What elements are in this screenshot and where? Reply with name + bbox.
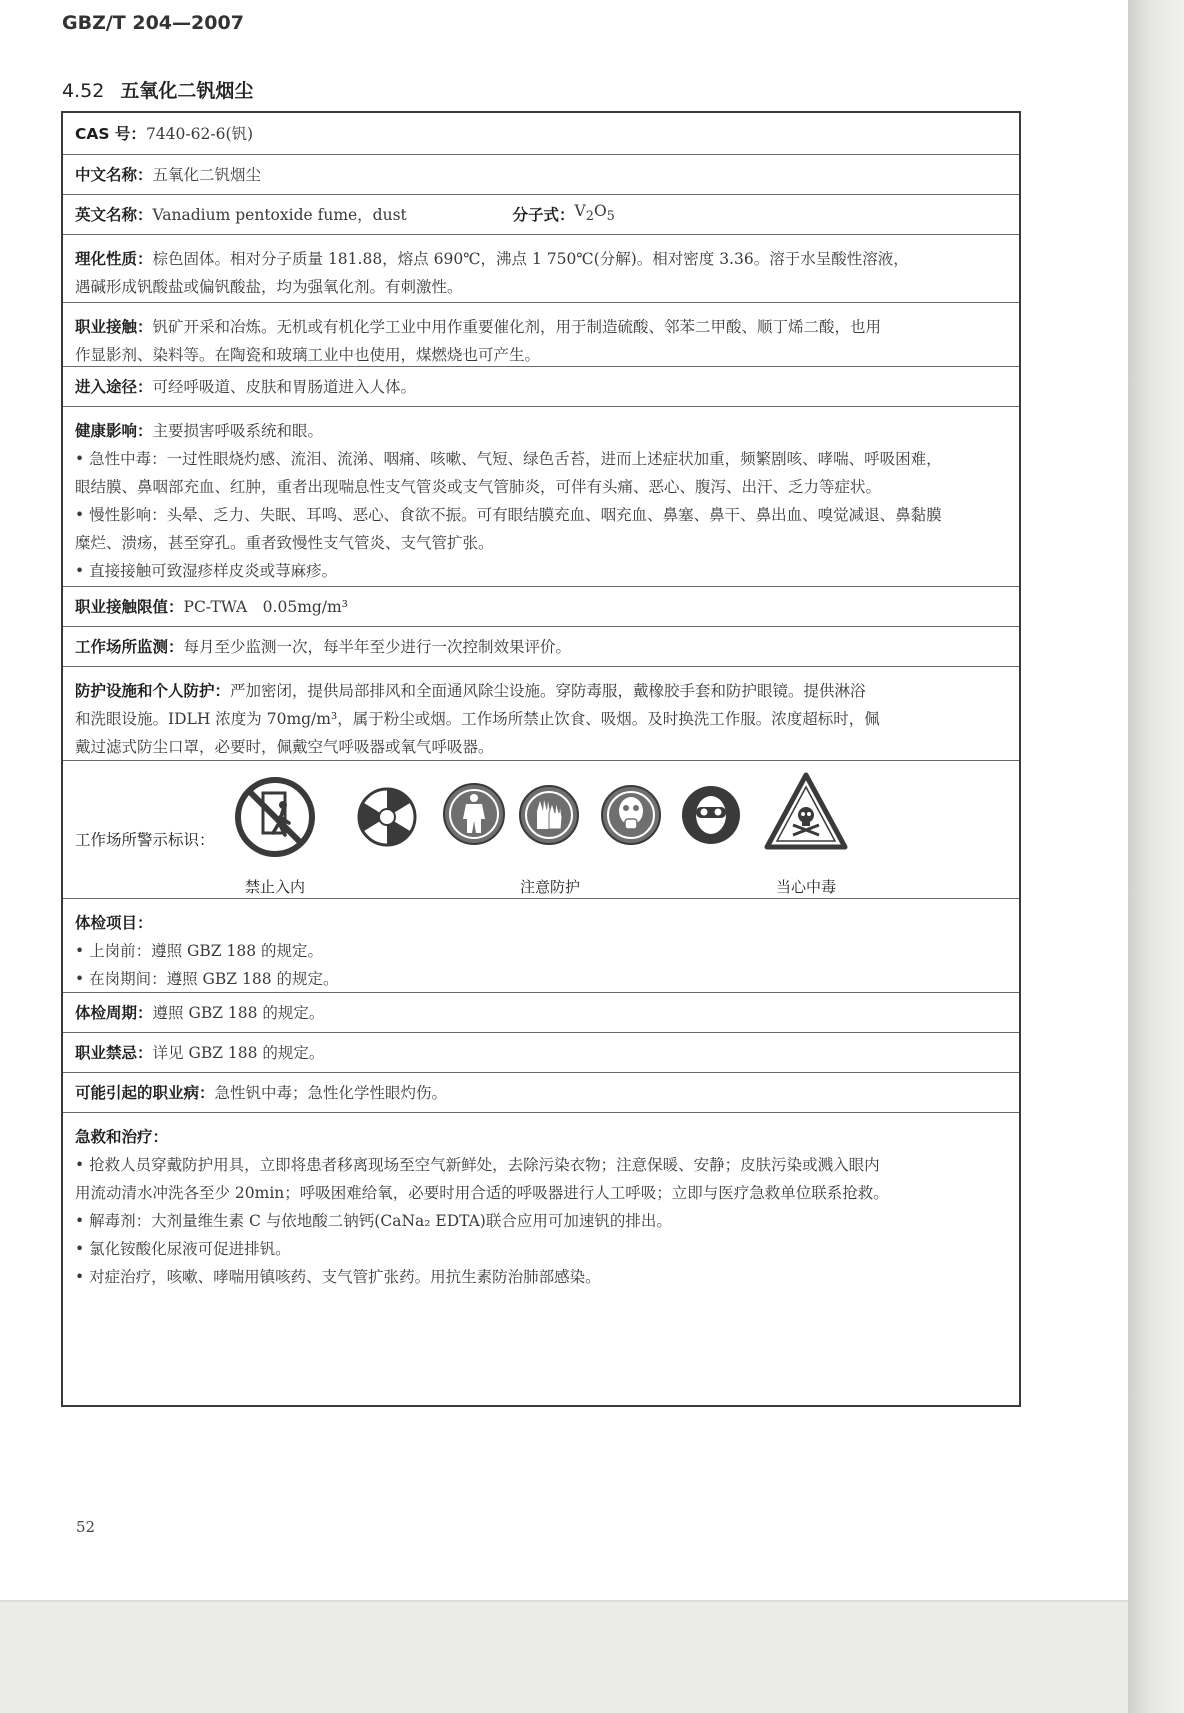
health-intro: 主要损害呼吸系统和眼。 (152, 422, 324, 440)
formula-label: 分子式： (512, 205, 575, 224)
contraindication-value: 详见 GBZ 188 的规定。 (152, 1043, 325, 1062)
section-name: 五氧化二钒烟尘 (120, 80, 254, 102)
limit-label: 职业接触限值： (75, 597, 184, 616)
english-name-row (63, 195, 1019, 235)
exposure-row (63, 303, 1019, 367)
health-label: 健康影响： (75, 422, 153, 440)
properties-line-2: 遇碱形成钒酸盐或偏钒酸盐，均为强氧化剂。有刺激性。 (75, 278, 463, 296)
exposure-line-1: 钒矿开采和冶炼。无机或有机化学工业中用作重要催化剂，用于制造硫酸、邻苯二甲酸、顺丁烯二酸，也用 (152, 318, 882, 336)
protective-suit-icon (441, 781, 507, 847)
scan-shadow (1128, 0, 1184, 1713)
ventilation-icon (355, 785, 419, 849)
standard-id: GBZ/T 204—2007 (62, 12, 244, 34)
monitoring-label: 工作场所监测： (75, 637, 184, 656)
warning-signs-label: 工作场所警示标识： (75, 831, 215, 849)
first-aid-row (63, 1113, 1019, 1405)
cas-row (63, 113, 1019, 155)
gloves-icon (517, 783, 581, 847)
first-aid-label: 急救和治疗： (75, 1128, 169, 1146)
health-acute-line-1: • 急性中毒：一过性眼烧灼感、流泪、流涕、咽痛、咳嗽、气短、绿色舌苔，进而上述症状加重，频繁剧咳、哮喘、呼吸困难， (75, 445, 1007, 473)
formula-sub-2: 5 (606, 209, 615, 225)
english-name-label: 英文名称： (75, 205, 153, 224)
respirator-icon (599, 783, 663, 847)
exam-items-label: 体检项目： (75, 914, 153, 932)
cas-label: CAS 号： (75, 124, 146, 143)
warning-signs-row (63, 761, 1019, 899)
toxic-caption: 当心中毒 (775, 878, 837, 896)
limit-value: PC-TWA 0.05mg/m³ (183, 597, 348, 616)
health-contact-line: • 直接接触可致湿疹样皮炎或荨麻疹。 (75, 557, 1007, 585)
limit-row (63, 587, 1019, 627)
cas-value: 7440-62-6(钒) (145, 124, 254, 143)
formula-sub-1: 2 (585, 209, 594, 225)
route-label: 进入途径： (75, 377, 153, 396)
exam-cycle-label: 体检周期： (75, 1003, 153, 1022)
chinese-name-label: 中文名称： (75, 165, 153, 184)
exam-items-row (63, 899, 1019, 993)
exam-cycle-value: 遵照 GBZ 188 的规定。 (152, 1003, 325, 1022)
section-number: 4.52 (62, 80, 105, 102)
protection-line-1: 严加密闭，提供局部排风和全面通风除尘设施。穿防毒服，戴橡胶手套和防护眼镜。提供淋浴 (230, 682, 866, 700)
toxic-warning-icon (763, 771, 849, 853)
chinese-name-row (63, 155, 1019, 195)
exam-items-during: • 在岗期间：遵照 GBZ 188 的规定。 (75, 965, 1007, 993)
first-aid-item-1b: 用流动清水冲洗各至少 20min；呼吸困难给氧，必要时用合适的呼吸器进行人工呼吸；立即与医疗急救单位联系抢救。 (75, 1184, 889, 1202)
monitoring-row (63, 627, 1019, 667)
protection-line-3: 戴过滤式防尘口罩，必要时，佩戴空气呼吸器或氧气呼吸器。 (75, 738, 494, 756)
first-aid-item-4: • 对症治疗，咳嗽、哮喘用镇咳药、支气管扩张药。用抗生素防治肺部感染。 (75, 1263, 1007, 1291)
health-row (63, 407, 1019, 587)
protection-label: 防护设施和个人防护： (75, 682, 231, 700)
first-aid-item-2: • 解毒剂：大剂量维生素 C 与依地酸二钠钙(CaNa₂ EDTA)联合应用可加速钒的排出。 (75, 1207, 1007, 1235)
health-chronic-line-1: • 慢性影响：头晕、乏力、失眠、耳鸣、恶心、食欲不振。可有眼结膜充血、咽充血、鼻塞、鼻干、鼻出血、嗅觉减退、鼻黏膜 (75, 501, 1007, 529)
contraindication-label: 职业禁忌： (75, 1043, 153, 1062)
page-number: 52 (76, 1518, 96, 1536)
no-entry-icon (233, 775, 317, 859)
protection-line-2: 和洗眼设施。IDLH 浓度为 70mg/m³，属于粉尘或烟。工作场所禁止饮食、吸烟。及时换洗工作服。浓度超标时，佩 (75, 710, 880, 728)
exam-cycle-row (63, 993, 1019, 1033)
chinese-name-value: 五氧化二钒烟尘 (152, 165, 262, 184)
protection-row (63, 667, 1019, 761)
diseases-value: 急性钒中毒；急性化学性眼灼伤。 (214, 1083, 448, 1102)
exposure-label: 职业接触： (75, 318, 153, 336)
formula-base: V (574, 202, 586, 221)
properties-line-1: 棕色固体。相对分子质量 181.88，熔点 690℃，沸点 1 750℃(分解)。相对密度 3.36。溶于水呈酸性溶液， (152, 250, 909, 268)
first-aid-item-3: • 氯化铵酸化尿液可促进排钒。 (75, 1235, 1007, 1263)
goggles-icon (679, 783, 743, 847)
health-chronic-line-2: 糜烂、溃疡，甚至穿孔。重者致慢性支气管炎、支气管扩张。 (75, 534, 494, 552)
exam-items-pre: • 上岗前：遵照 GBZ 188 的规定。 (75, 937, 1007, 965)
properties-row (63, 235, 1019, 303)
formula-value (575, 197, 615, 231)
health-acute-line-2: 眼结膜、鼻咽部充血、红肿，重者出现喘息性支气管炎或支气管肺炎，可伴有头痛、恶心、腹泻、出汗、乏力等症状。 (75, 478, 882, 496)
section-title (62, 76, 253, 103)
formula-mid: O (593, 202, 607, 221)
diseases-row (63, 1073, 1019, 1113)
monitoring-value: 每月至少监测一次，每半年至少进行一次控制效果评价。 (183, 637, 572, 656)
no-entry-caption: 禁止入内 (244, 878, 306, 896)
route-value: 可经呼吸道、皮肤和胃肠道进入人体。 (152, 377, 417, 396)
route-row (63, 367, 1019, 407)
diseases-label: 可能引起的职业病： (75, 1083, 215, 1102)
chemical-info-card (61, 111, 1021, 1407)
first-aid-item-1a: • 抢救人员穿戴防护用具，立即将患者移离现场至空气新鲜处，去除污染衣物；注意保暖、安静；皮肤污染或溅入眼内 (75, 1151, 1007, 1179)
attention-caption: 注意防护 (519, 878, 581, 896)
properties-label: 理化性质： (75, 250, 153, 268)
english-name-value: Vanadium pentoxide fume，dust (152, 205, 407, 224)
contraindication-row (63, 1033, 1019, 1073)
exposure-line-2: 作显影剂、染料等。在陶瓷和玻璃工业中也使用，煤燃烧也可产生。 (75, 346, 541, 364)
